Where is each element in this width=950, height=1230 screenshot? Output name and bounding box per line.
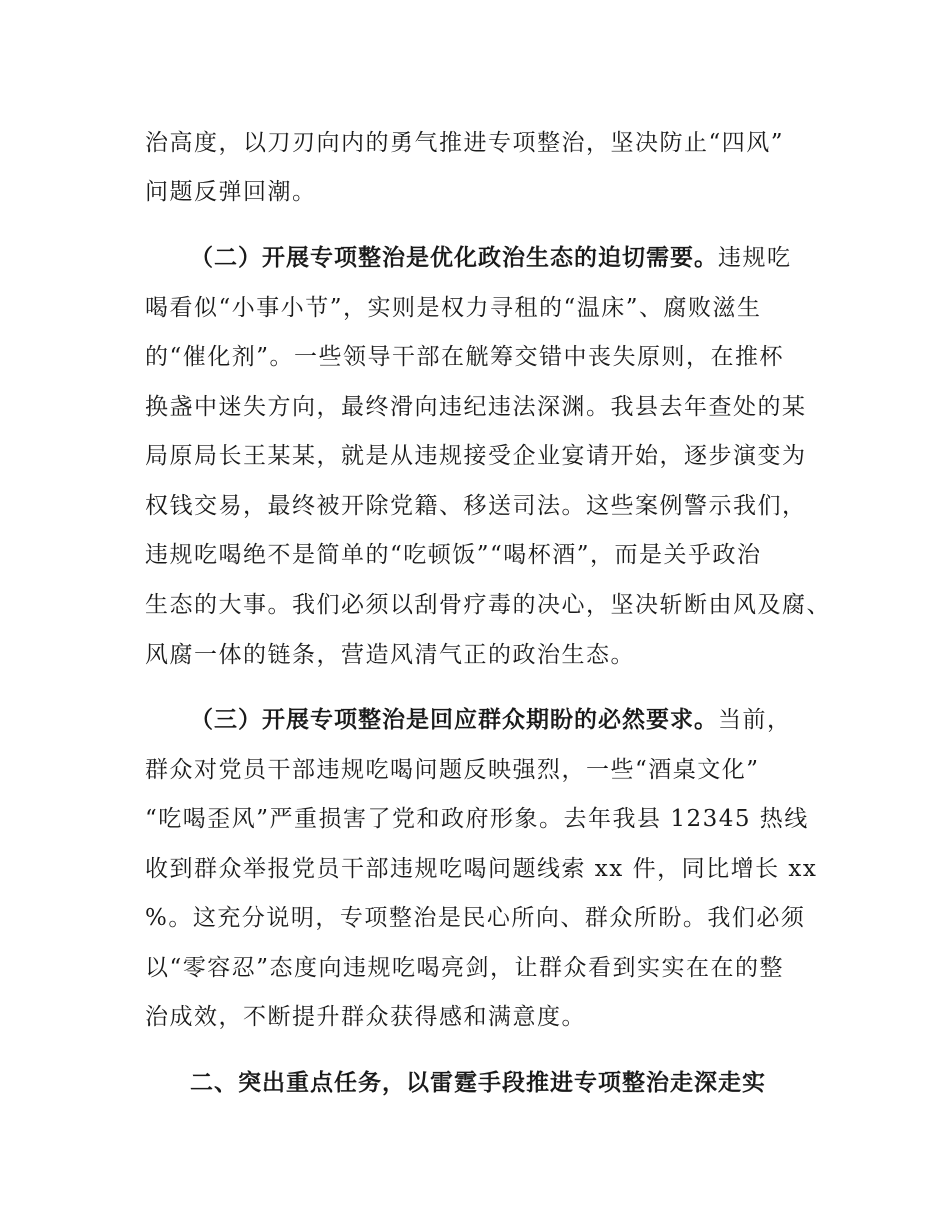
- paragraph-line: 治成效，不断提升群众获得感和满意度。: [145, 1004, 586, 1030]
- paragraph-first-line: [190, 243, 792, 273]
- paragraph-line: “吃喝歪风”严重损害了党和政府形象。去年我县 12345 热线: [145, 806, 809, 832]
- paragraph-line: 生态的大事。我们必须以刮骨疗毒的决心，坚决斩断由风及腐、: [145, 592, 831, 618]
- paragraph-line: 问题反弹回潮。: [145, 179, 317, 205]
- paragraph-text: 当前，: [718, 707, 792, 733]
- paragraph-line: 群众对党员干部违规吃喝问题反映强烈，一些“酒桌文化”: [145, 757, 760, 783]
- paragraph-heading: （三）开展专项整治是回应群众期盼的必然要求。: [190, 707, 718, 733]
- paragraph-line: 喝看似“小事小节”，实则是权力寻租的“温床”、腐败滋生: [145, 295, 762, 321]
- paragraph-line: 治高度，以刀刃向内的勇气推进专项整治，坚决防止“四风”: [145, 130, 785, 156]
- paragraph-line: 的“催化剂”。一些领导干部在觥筹交错中丧失原则，在推杯: [145, 344, 785, 370]
- paragraph-line: 违规吃喝绝不是简单的“吃顿饭”“喝杯酒”，而是关乎政治: [145, 542, 762, 568]
- section-heading: 二、突出重点任务，以雷霆手段推进专项整治走深走实: [190, 1070, 766, 1096]
- paragraph-heading: （二）开展专项整治是优化政治生态的迫切需要。: [190, 245, 718, 271]
- paragraph-line: %。这充分说明，专项整治是民心所向、群众所盼。我们必须: [145, 905, 806, 931]
- paragraph-line: 权钱交易，最终被开除党籍、移送司法。这些案例警示我们，: [145, 493, 807, 519]
- paragraph-line: 以“零容忍”态度向违规吃喝亮剑，让群众看到实实在在的整: [145, 955, 785, 981]
- paragraph-line: 收到群众举报党员干部违规吃喝问题线索 xx 件，同比增长 xx: [145, 856, 818, 882]
- paragraph-line: 换盏中迷失方向，最终滑向违纪违法深渊。我县去年查处的某: [145, 394, 807, 420]
- paragraph-first-line: [190, 705, 792, 735]
- paragraph-line: 局原局长王某某，就是从违规接受企业宴请开始，逐步演变为: [145, 443, 807, 469]
- paragraph-text: 违规吃: [718, 245, 792, 271]
- paragraph-line: 风腐一体的链条，营造风清气正的政治生态。: [145, 642, 635, 668]
